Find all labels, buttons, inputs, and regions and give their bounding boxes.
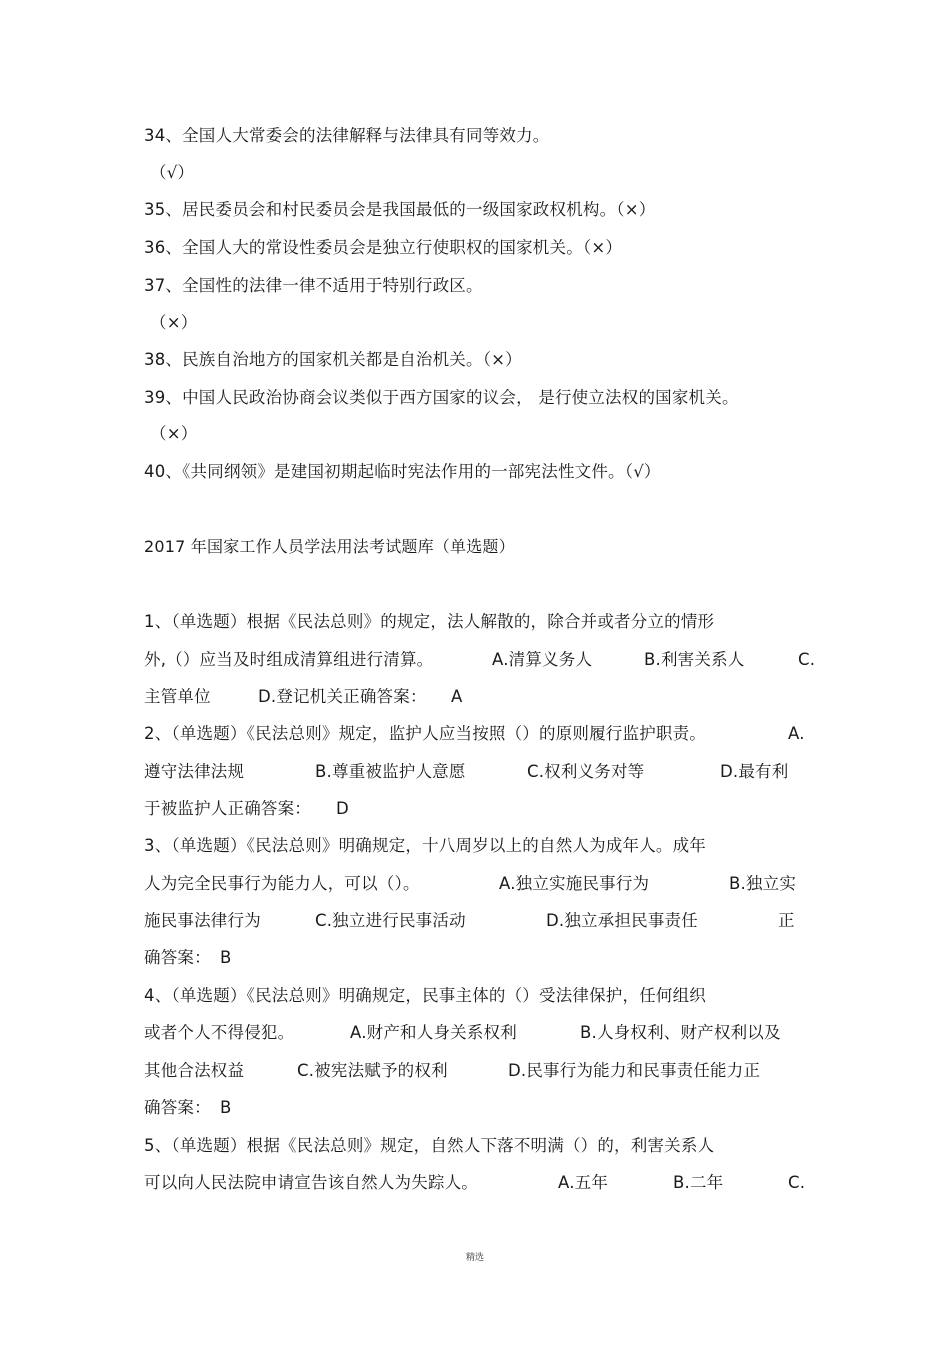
mc-q3-stem-cont: 人为完全民事行为能力人，可以（）。 (144, 874, 420, 893)
mc-q4-option-a: A.财产和人身关系权利 (350, 1023, 517, 1042)
mc-q2-line2 (144, 759, 824, 785)
mc-q3-option-b-cont: 施民事法律行为 (144, 911, 261, 930)
mc-q3-option-d: D.独立承担民事责任 (546, 911, 698, 930)
tf-question-38: 38、民族自治地方的国家机关都是自治机关。（×） (144, 350, 522, 369)
mc-q5-option-c-start: C. (788, 1173, 806, 1192)
tf-question-35: 35、居民委员会和村民委员会是我国最低的一级国家政权机构。（×） (144, 200, 656, 219)
tf-question-40: 40、《共同纲领》是建国初期起临时宪法作用的一部宪法性文件。（√） (144, 462, 661, 481)
mc-q2-option-a-start: A. (788, 724, 805, 743)
mc-q4-line2 (144, 1020, 824, 1046)
mc-q3-answer: B (220, 948, 232, 967)
mc-q5-line2 (144, 1170, 824, 1196)
mc-q5-option-a: A.五年 (558, 1173, 609, 1192)
mc-q1-option-b: B.利害关系人 (644, 650, 745, 669)
mc-q1-option-d: D.登记机关正确答案： (258, 687, 427, 706)
mc-q3-answer-start: 正 (778, 911, 795, 930)
tf-question-37: 37、全国性的法律一律不适用于特别行政区。 (144, 276, 483, 295)
mc-q2-option-b: B.尊重被监护人意愿 (315, 762, 466, 781)
mc-q3-option-a: A.独立实施民事行为 (499, 874, 650, 893)
tf-answer-37: （×） (150, 313, 198, 332)
mc-q3-option-c: C.独立进行民事活动 (315, 911, 466, 930)
mc-q4-option-b-cont: 其他合法权益 (144, 1061, 245, 1080)
mc-q3-answer-label: 确答案： (144, 948, 211, 967)
mc-q4-answer-label: 确答案： (144, 1098, 211, 1117)
mc-q2-stem: 2、（单选题）《民法总则》规定，监护人应当按照（）的原则履行监护职责。 (144, 724, 706, 743)
mc-q1-option-c-start: C. (798, 650, 816, 669)
mc-q3-line1: 3、（单选题）《民法总则》明确规定，十八周岁以上的自然人为成年人。成年 (144, 836, 706, 855)
mc-q2-option-d-start: D.最有利 (720, 762, 789, 781)
mc-q1-line1: 1、（单选题）根据《民法总则》的规定，法人解散的，除合并或者分立的情形 (144, 612, 715, 631)
mc-q3-line2 (144, 871, 824, 897)
mc-q1-answer: A (451, 687, 463, 706)
tf-question-36: 36、全国人大的常设性委员会是独立行使职权的国家机关。（×） (144, 238, 623, 257)
section-title: 2017 年国家工作人员学法用法考试题库（单选题） (144, 537, 515, 556)
tf-answer-34: （√） (150, 163, 195, 182)
tf-answer-39: （×） (150, 424, 198, 443)
mc-q2-line3 (144, 796, 824, 822)
mc-q2-option-a-cont: 遵守法律法规 (144, 762, 245, 781)
mc-q4-option-b-start: B.人身权利、财产权利以及 (580, 1023, 781, 1042)
mc-q4-stem-cont: 或者个人不得侵犯。 (144, 1023, 295, 1042)
mc-q4-line3 (144, 1058, 824, 1084)
page-footer-label: 精选 (465, 1253, 484, 1263)
mc-q4-line1: 4、（单选题）《民法总则》明确规定，民事主体的（）受法律保护，任何组织 (144, 986, 706, 1005)
mc-q2-line1 (144, 721, 824, 747)
mc-q1-option-a: A.清算义务人 (492, 650, 593, 669)
mc-q3-line3 (144, 908, 824, 934)
mc-q2-option-c: C.权利义务对等 (527, 762, 645, 781)
mc-q4-answer: B (220, 1098, 232, 1117)
mc-q1-option-c-cont: 主管单位 (144, 687, 211, 706)
tf-question-39: 39、中国人民政治协商会议类似于西方国家的议会， 是行使立法权的国家机关。 (144, 388, 739, 407)
mc-q2-option-d-cont: 于被监护人正确答案： (144, 799, 311, 818)
mc-q1-line3 (144, 684, 824, 710)
mc-q2-answer: D (336, 799, 349, 818)
mc-q4-option-c: C.被宪法赋予的权利 (297, 1061, 448, 1080)
mc-q3-line4 (144, 945, 824, 971)
mc-q4-option-d: D.民事行为能力和民事责任能力正 (508, 1061, 761, 1080)
mc-q5-stem-cont: 可以向人民法院申请宣告该自然人为失踪人。 (144, 1173, 478, 1192)
mc-q1-line2 (144, 647, 824, 673)
mc-q5-line1: 5、（单选题）根据《民法总则》规定，自然人下落不明满（）的，利害关系人 (144, 1136, 715, 1155)
mc-q5-option-b: B.二年 (673, 1173, 724, 1192)
tf-question-34: 34、全国人大常委会的法律解释与法律具有同等效力。 (144, 126, 550, 145)
mc-q3-option-b-start: B.独立实 (729, 874, 797, 893)
mc-q4-line4 (144, 1095, 824, 1121)
mc-q1-stem-cont: 外,（）应当及时组成清算组进行清算。 (144, 650, 434, 669)
